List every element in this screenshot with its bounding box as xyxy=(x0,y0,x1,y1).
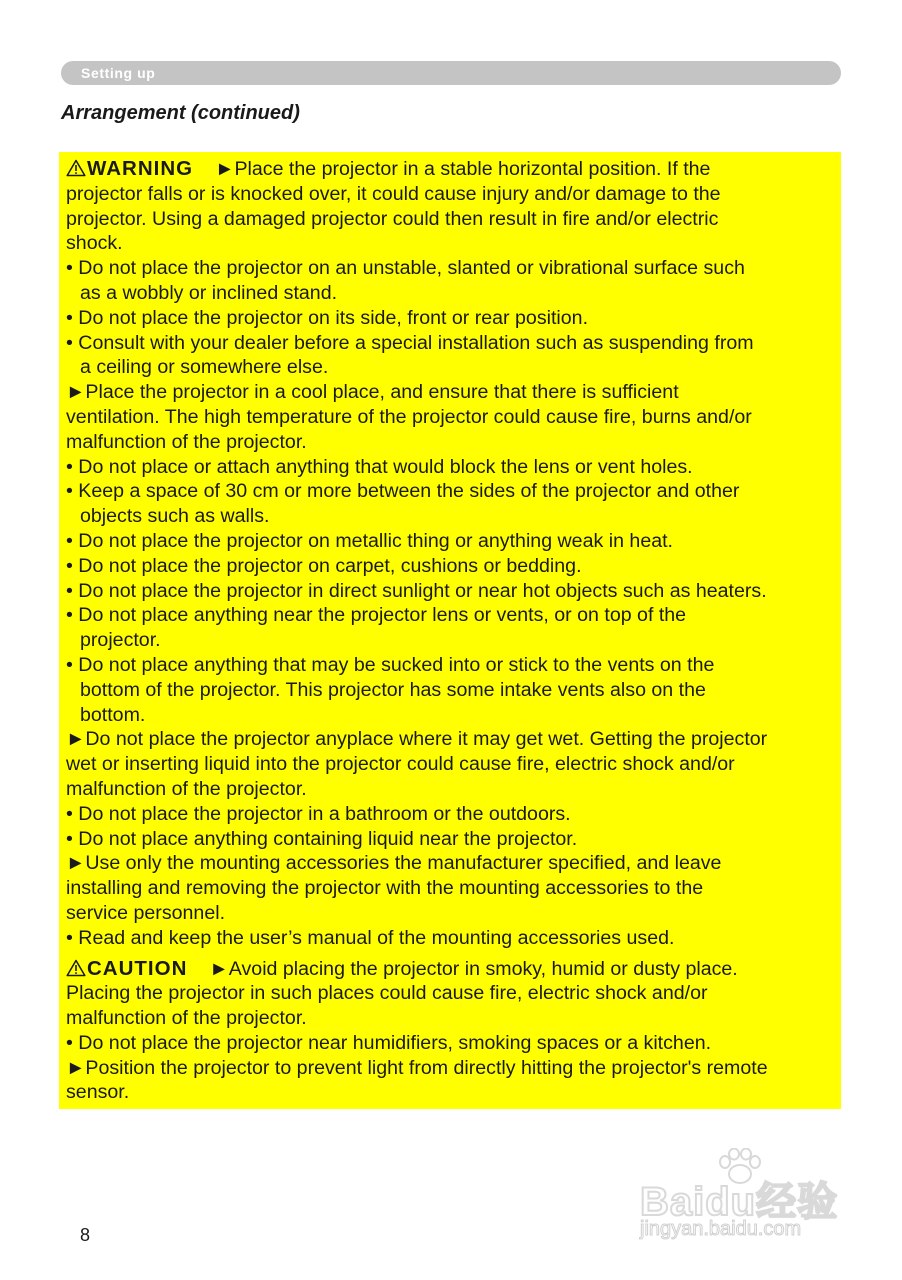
warning-label: WARNING xyxy=(87,157,194,180)
warning-line xyxy=(66,479,846,504)
section-label: Setting up xyxy=(81,65,156,81)
watermark-url: jingyan.baidu.com xyxy=(640,1218,802,1240)
caution-line xyxy=(66,981,846,1006)
warning-line xyxy=(66,455,846,480)
caution-block xyxy=(66,957,846,1106)
warning-line-text: installing and removing the projector with the mounting accessories to the xyxy=(66,877,704,900)
warning-line xyxy=(66,901,846,926)
warning-line xyxy=(66,405,846,430)
warning-line xyxy=(66,752,846,777)
warning-triangle-icon xyxy=(66,159,86,177)
warning-line-text: projector. Using a damaged projector could then result in fire and/or electric xyxy=(66,207,719,230)
warning-line-text: • Do not place anything near the projector lens or vents, or on top of the xyxy=(66,604,687,627)
warning-line xyxy=(66,355,846,380)
warning-line-text: ►Use only the mounting accessories the manufacturer specified, and leave xyxy=(66,852,722,875)
warning-line-text: • Do not place the projector on an unstable, slanted or vibrational surface such xyxy=(66,257,745,280)
caution-line-text: malfunction of the projector. xyxy=(66,1007,307,1030)
warning-line-text: ►Do not place the projector anyplace where it may get wet. Getting the projector xyxy=(66,728,768,751)
watermark-logo: Baidu经验 xyxy=(640,1180,839,1224)
caution-line-text: Placing the projector in such places could cause fire, electric shock and/or xyxy=(66,982,708,1005)
warning-line xyxy=(66,306,846,331)
section-header-bar xyxy=(61,61,841,85)
caution-line-text: • Do not place the projector near humidifiers, smoking spaces or a kitchen. xyxy=(66,1031,712,1054)
warning-line-text: • Do not place anything that may be sucked into or stick to the vents on the xyxy=(66,653,715,676)
warning-line-text: shock. xyxy=(66,232,123,255)
warning-line xyxy=(66,678,846,703)
warning-line xyxy=(66,281,846,306)
warning-line-text: malfunction of the projector. xyxy=(66,777,307,800)
caution-line xyxy=(66,1006,846,1031)
warning-line-text: projector falls or is knocked over, it could cause injury and/or damage to the xyxy=(66,182,721,205)
warning-line-text: as a wobbly or inclined stand. xyxy=(80,281,338,304)
warning-line xyxy=(66,157,846,182)
warning-line-text: • Read and keep the user’s manual of the mounting accessories used. xyxy=(66,926,675,949)
warning-line xyxy=(66,777,846,802)
warning-line xyxy=(66,703,846,728)
warning-line-text: wet or inserting liquid into the projector could cause fire, electric shock and/or xyxy=(66,753,735,776)
warning-line xyxy=(66,876,846,901)
warning-line-text: service personnel. xyxy=(66,901,226,924)
warning-line xyxy=(66,603,846,628)
caution-line-text: sensor. xyxy=(66,1081,130,1104)
warning-line xyxy=(66,529,846,554)
warning-line xyxy=(66,380,846,405)
warning-line xyxy=(66,430,846,455)
warning-line-text: bottom. xyxy=(80,703,146,726)
caution-line xyxy=(66,1031,846,1056)
warning-line-text: • Do not place anything containing liquid near the projector. xyxy=(66,827,578,850)
caution-line xyxy=(66,1056,846,1081)
warning-line xyxy=(66,504,846,529)
warning-line-text: • Do not place the projector on its side, front or rear position. xyxy=(66,306,589,329)
caution-line xyxy=(66,957,846,982)
warning-line-text: a ceiling or somewhere else. xyxy=(80,356,329,379)
caution-line xyxy=(66,1080,846,1105)
warning-line-text: • Do not place or attach anything that would block the lens or vent holes. xyxy=(66,455,693,478)
warning-line xyxy=(66,331,846,356)
warning-line-text: ►Place the projector in a stable horizontal position. If the xyxy=(215,158,711,180)
warning-line-text: • Do not place the projector on metallic thing or anything weak in heat. xyxy=(66,529,673,552)
warning-line xyxy=(66,554,846,579)
watermark xyxy=(640,1148,860,1248)
page-number: 8 xyxy=(80,1225,91,1245)
warning-line xyxy=(66,231,846,256)
warning-line xyxy=(66,926,846,951)
warning-line xyxy=(66,727,846,752)
warning-line-text: • Keep a space of 30 cm or more between the sides of the projector and other xyxy=(66,480,740,503)
warning-line-text: ►Place the projector in a cool place, and ensure that there is sufficient xyxy=(66,381,679,404)
warning-line-text: projector. xyxy=(80,629,161,652)
warning-line-text: malfunction of the projector. xyxy=(66,430,307,453)
warning-line-text: • Do not place the projector in a bathroom or the outdoors. xyxy=(66,802,571,825)
warning-line xyxy=(66,182,846,207)
warning-line xyxy=(66,579,846,604)
caution-line-text: ►Avoid placing the projector in smoky, humid or dusty place. xyxy=(209,957,738,980)
warning-line xyxy=(66,653,846,678)
warning-line xyxy=(66,207,846,232)
warning-line-text: ventilation. The high temperature of the projector could cause fire, burns and/or xyxy=(66,405,752,428)
safety-content xyxy=(66,157,846,1105)
page-title: Arrangement (continued) xyxy=(61,102,300,124)
caution-line-text: ►Position the projector to prevent light from directly hitting the projector's remote xyxy=(66,1056,768,1079)
warning-line xyxy=(66,628,846,653)
warning-line-text: • Do not place the projector on carpet, cushions or bedding. xyxy=(66,554,582,577)
warning-line-text: • Do not place the projector in direct sunlight or near hot objects such as heaters. xyxy=(66,579,767,602)
warning-block xyxy=(66,157,846,951)
caution-label: CAUTION xyxy=(87,956,188,980)
warning-line xyxy=(66,256,846,281)
warning-line-text: objects such as walls. xyxy=(80,505,270,528)
warning-line-text: • Consult with your dealer before a special installation such as suspending from xyxy=(66,331,754,354)
warning-line-text: bottom of the projector. This projector has some intake vents also on the xyxy=(80,678,706,701)
warning-line xyxy=(66,802,846,827)
warning-triangle-icon xyxy=(66,959,86,977)
warning-line xyxy=(66,851,846,876)
warning-line xyxy=(66,827,846,852)
